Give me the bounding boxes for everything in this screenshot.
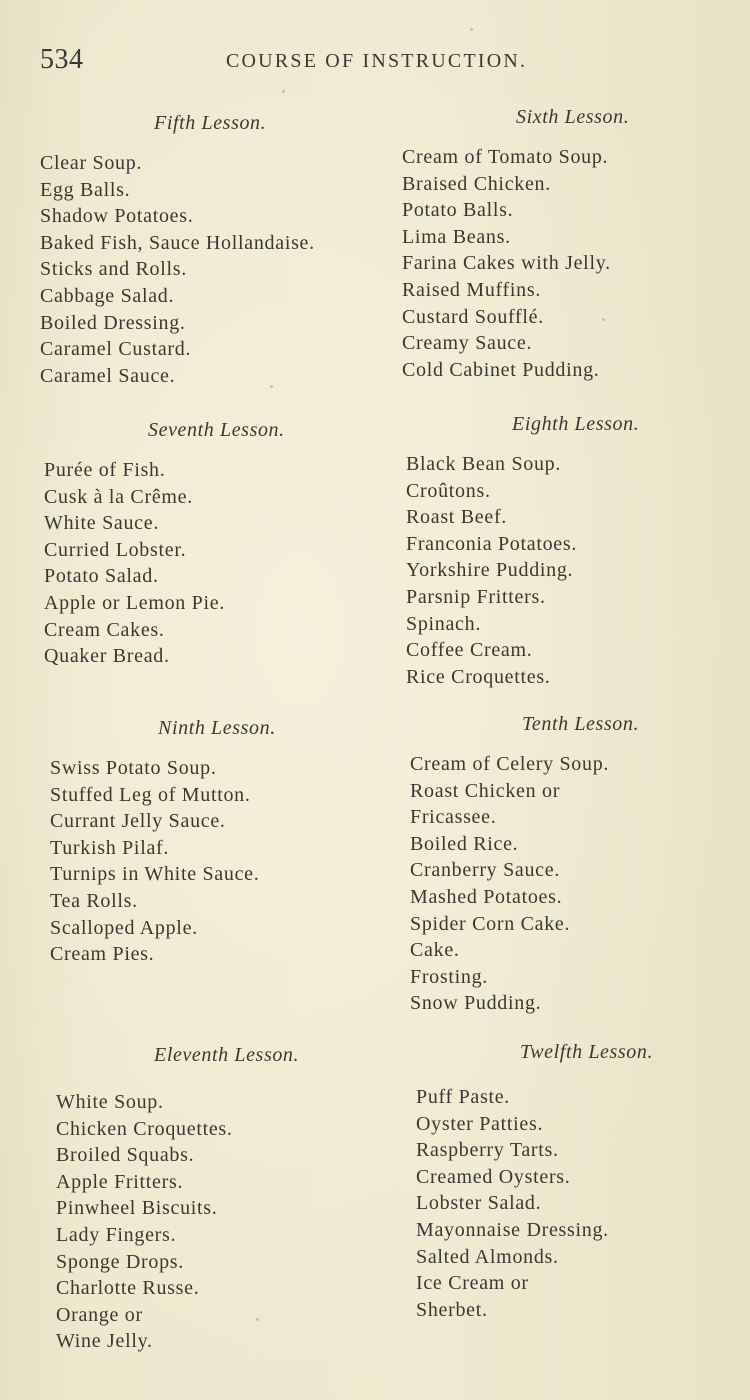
menu-item: Sticks and Rolls. bbox=[40, 258, 187, 281]
lesson-heading: Eleventh Lesson. bbox=[154, 1044, 300, 1066]
menu-item: Roast Chicken or bbox=[410, 779, 561, 802]
menu-item: Cream of Tomato Soup. bbox=[402, 146, 609, 168]
menu-item: Rice Croquettes. bbox=[406, 665, 551, 688]
menu-item: Raspberry Tarts. bbox=[416, 1139, 559, 1162]
lesson-seventh bbox=[44, 419, 285, 670]
menu-item: Cranberry Sauce. bbox=[410, 859, 561, 882]
menu-list bbox=[410, 751, 639, 1017]
menu-item: Ice Cream or bbox=[416, 1272, 529, 1295]
menu-item: Chicken Croquettes. bbox=[56, 1117, 233, 1140]
lesson-twelfth bbox=[416, 1041, 653, 1323]
lesson-sixth bbox=[402, 106, 629, 383]
menu-item: Boiled Rice. bbox=[410, 832, 519, 855]
menu-item: Cusk à la Crême. bbox=[44, 485, 193, 508]
menu-item: Lobster Salad. bbox=[416, 1192, 542, 1215]
menu-list bbox=[40, 150, 315, 389]
menu-item: Broiled Squabs. bbox=[56, 1144, 195, 1167]
menu-item: Custard Soufflé. bbox=[402, 305, 544, 328]
menu-item: Franconia Potatoes. bbox=[406, 532, 578, 555]
menu-item: Egg Balls. bbox=[40, 178, 131, 201]
menu-item: Roast Beef. bbox=[406, 506, 508, 529]
menu-item: Potato Balls. bbox=[402, 199, 514, 222]
menu-item: Farina Cakes with Jelly. bbox=[402, 252, 611, 275]
lesson-tenth bbox=[410, 713, 639, 1017]
menu-item: Mashed Potatoes. bbox=[410, 885, 563, 908]
menu-item: Boiled Dressing. bbox=[40, 311, 186, 334]
menu-item: Scalloped Apple. bbox=[50, 916, 198, 939]
menu-item: Croûtons. bbox=[406, 479, 491, 502]
menu-item: Cream of Celery Soup. bbox=[410, 753, 610, 775]
menu-item: Spider Corn Cake. bbox=[410, 912, 571, 935]
paper-speck bbox=[602, 318, 605, 321]
menu-list bbox=[56, 1089, 299, 1355]
menu-item: Cabbage Salad. bbox=[40, 284, 175, 307]
menu-item: Curried Lobster. bbox=[44, 538, 187, 561]
menu-item: Charlotte Russe. bbox=[56, 1277, 200, 1300]
menu-list bbox=[416, 1084, 653, 1323]
menu-item: Potato Salad. bbox=[44, 565, 159, 588]
menu-item: Spinach. bbox=[406, 612, 482, 635]
menu-item: Raised Muffins. bbox=[402, 278, 542, 301]
running-head bbox=[40, 44, 580, 80]
menu-item: Sponge Drops. bbox=[56, 1250, 184, 1273]
menu-item: Purée of Fish. bbox=[44, 459, 166, 481]
lesson-heading: Twelfth Lesson. bbox=[520, 1041, 654, 1063]
menu-item: Caramel Sauce. bbox=[40, 364, 176, 387]
paper-speck bbox=[282, 90, 285, 93]
menu-item: Salted Almonds. bbox=[416, 1245, 559, 1268]
lesson-heading: Ninth Lesson. bbox=[158, 717, 276, 739]
menu-item: Pinwheel Biscuits. bbox=[56, 1197, 218, 1220]
menu-item: Swiss Potato Soup. bbox=[50, 757, 217, 779]
menu-list bbox=[402, 144, 629, 383]
menu-list bbox=[50, 755, 276, 968]
menu-item: Clear Soup. bbox=[40, 152, 143, 174]
menu-list bbox=[406, 451, 639, 690]
paper-speck bbox=[256, 1318, 259, 1321]
menu-item: Puff Paste. bbox=[416, 1086, 510, 1108]
page-number: 534 bbox=[40, 44, 84, 75]
menu-item: Stuffed Leg of Mutton. bbox=[50, 783, 251, 806]
menu-item: Quaker Bread. bbox=[44, 645, 170, 668]
lesson-heading: Fifth Lesson. bbox=[154, 112, 267, 134]
menu-item: Fricassee. bbox=[410, 806, 497, 829]
menu-item: Yorkshire Pudding. bbox=[406, 559, 574, 582]
menu-item: Turkish Pilaf. bbox=[50, 836, 170, 859]
lesson-fifth bbox=[40, 112, 315, 389]
running-title: COURSE OF INSTRUCTION. bbox=[226, 50, 528, 72]
paper-speck bbox=[270, 385, 273, 388]
menu-item: Creamy Sauce. bbox=[402, 332, 533, 355]
menu-list bbox=[44, 457, 285, 670]
menu-item: Tea Rolls. bbox=[50, 889, 138, 912]
menu-item: Braised Chicken. bbox=[402, 172, 551, 195]
menu-item: Cream Pies. bbox=[50, 943, 155, 966]
menu-item: Wine Jelly. bbox=[56, 1330, 153, 1353]
menu-item: Cold Cabinet Pudding. bbox=[402, 358, 600, 381]
menu-item: Apple Fritters. bbox=[56, 1170, 184, 1193]
lesson-heading: Eighth Lesson. bbox=[512, 413, 640, 435]
lesson-heading: Sixth Lesson. bbox=[516, 106, 630, 128]
menu-item: Baked Fish, Sauce Hollandaise. bbox=[40, 231, 315, 254]
lesson-eighth bbox=[406, 413, 639, 690]
menu-item: Caramel Custard. bbox=[40, 338, 192, 361]
menu-item: Parsnip Fritters. bbox=[406, 585, 546, 608]
menu-item: Coffee Cream. bbox=[406, 639, 533, 662]
menu-item: White Soup. bbox=[56, 1091, 164, 1113]
menu-item: Apple or Lemon Pie. bbox=[44, 591, 226, 614]
paper-speck bbox=[470, 28, 473, 31]
menu-item: White Sauce. bbox=[44, 512, 160, 535]
menu-item: Currant Jelly Sauce. bbox=[50, 810, 226, 833]
menu-item: Orange or bbox=[56, 1303, 143, 1326]
menu-item: Sherbet. bbox=[416, 1298, 488, 1321]
lesson-eleventh bbox=[56, 1044, 299, 1355]
menu-item: Cake. bbox=[410, 939, 460, 962]
menu-item: Shadow Potatoes. bbox=[40, 205, 194, 228]
lesson-heading: Seventh Lesson. bbox=[148, 419, 285, 441]
menu-item: Lima Beans. bbox=[402, 225, 511, 248]
menu-item: Creamed Oysters. bbox=[416, 1165, 571, 1188]
menu-item: Lady Fingers. bbox=[56, 1223, 177, 1246]
lesson-heading: Tenth Lesson. bbox=[522, 713, 640, 735]
menu-item: Black Bean Soup. bbox=[406, 453, 562, 475]
menu-item: Turnips in White Sauce. bbox=[50, 863, 260, 886]
menu-item: Snow Pudding. bbox=[410, 992, 542, 1015]
menu-item: Oyster Patties. bbox=[416, 1112, 544, 1135]
menu-item: Cream Cakes. bbox=[44, 618, 165, 641]
menu-item: Frosting. bbox=[410, 965, 488, 988]
lesson-ninth bbox=[50, 717, 276, 968]
menu-item: Mayonnaise Dressing. bbox=[416, 1218, 609, 1241]
